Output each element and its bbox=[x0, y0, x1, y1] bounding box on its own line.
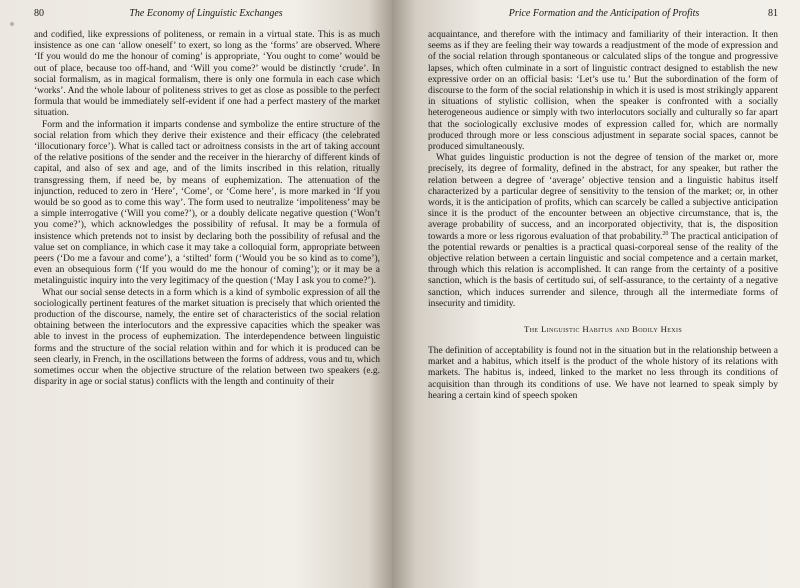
left-paragraph-1: and codified, like expressions of politeness, or remain in a virtual state. This is as much insistence as one can ‘allow oneself’ to exert, so long as the ‘forms’ are observed. Where ‘If you would do me the honour of coming’ is appropriate, ‘You ought to come’ would be out of place, because too off-hand, and ‘Will you come?’ would be distinctly ‘crude’. In social formalism, as in magical formalism, there is only one formula in each case which ‘works’. And the whole labour of politeness strives to get as close as possible to the perfect formula that would be immediately self-evident if one had a perfect mastery of the market situation. bbox=[34, 30, 380, 119]
left-running-head bbox=[34, 8, 380, 22]
right-page bbox=[392, 0, 800, 588]
left-page-number: 80 bbox=[34, 8, 44, 19]
right-running-title: Price Formation and the Anticipation of Profits bbox=[508, 8, 700, 19]
left-page bbox=[0, 0, 392, 588]
right-paragraph-2 bbox=[428, 153, 778, 310]
footnote-ref-20: 20 bbox=[662, 230, 669, 237]
left-body-text bbox=[34, 30, 380, 389]
right-running-head bbox=[428, 8, 778, 22]
left-running-title: The Economy of Linguistic Exchanges bbox=[129, 8, 283, 19]
left-paragraph-3: What our social sense detects in a form which is a kind of symbolic expression of all the sociologically pertinent features of the market situation is precisely that which oriented the production of the discourse, namely, the entire set of characteristics of the social relation obtaining between the interlocutors and the expressive capacities which the speaker was able to invest in the process of euphemization. The interdependence between linguistic forms and the structure of the social relation within and for which it is produced can be seen clearly, in French, in the oscillations between the forms of address, vous and tu, which sometimes occur when the objective structure of the relation between two speakers (e.g. disparity in age or social status) conflicts with the length and continuity of their bbox=[34, 287, 380, 388]
right-paragraph-2-text: What guides linguistic production is not the degree of tension of the market or, more precisely, its degree of formality, defined in the abstract, for any speaker, but rather the relation between a degree of ‘average’ objective tension and a linguistic habitus itself characterized by a particular degree of sensitivity to the tension of the market; or, in other words, it is the anticipation of profits, which can scarcely be called a subjective anticipation since it is the product of the encounter between an objective circumstance, that is, the average probability of success, and an incorporated objectivity, that is, the disposition towards a more or less rigorous evaluation of that probability. bbox=[428, 153, 778, 242]
page-speck bbox=[10, 22, 14, 26]
section-heading: The Linguistic Habitus and Bodily Hexis bbox=[523, 324, 683, 335]
left-paragraph-2: Form and the information it imparts condense and symbolize the entire structure of the social relation from which they derive their existence and their efficacy (the celebrated ‘illocutionary force’). What is called tact or adroitness consists in the art of taking account of the relative positions of the sender and the receiver in the hierarchy of different kinds of capital, and also of sex and age, and of the limits inscribed in this relation, ritually transgressing them, if need be, by means of euphemization. The attenuation of the injunction, reduced to zero in ‘Here’, ‘Come’, or ‘Come here’, is more marked in ‘If you would be so good as to come this way’. The form used to neutralize ‘impoliteness’ may be a simple interrogative (‘Will you come?’), or a doubly delicate negative question (‘Won’t you come?’), which acknowledges the possibility of refusal. It may be a formula of insistence which pretends not to insist by declaring both the possibility of refusal and the value set on compliance, in which case it may take a colloquial form, appropriate between peers (‘Do me a favour and come’), a ‘stilted’ form (‘Would you be so kind as to come’), even an obsequious form (‘If you would do me the honour of coming’); or it may be a metalinguistic inquiry into the very legitimacy of the question (‘May I ask you to come?’). bbox=[34, 119, 380, 287]
right-paragraph-3: The definition of acceptability is found not in the situation but in the relationship between a market and a habitus, which itself is the product of the whole history of its relations with markets. The habitus is, indeed, linked to the market no less through its conditions of acquisition than through its conditions of use. We have not learned to speak simply by hearing a certain kind of speech spoken bbox=[428, 346, 778, 401]
right-page-number: 81 bbox=[767, 8, 778, 19]
right-body-text bbox=[428, 30, 778, 402]
right-paragraph-2-cont: The practical anticipation of the potential rewards or penalties is a practical quasi-corporeal sense of the reality of the objective relation between a certain linguistic and social competence and a certain market, through which this relation is accomplished. It can range from the certainty of a positive sanction, which is the basis of certitudo sui, of self-assurance, to the certainty of a negative sanction, which induces surrender and silence, through all the intermediate forms of insecurity and timidity. bbox=[428, 231, 778, 309]
right-paragraph-1: acquaintance, and therefore with the intimacy and familiarity of their interaction. It then seems as if they are feeling their way towards a readjustment of the mode of expression and of the social relation through spontaneous or calculated slips of the tongue and progressive lapses, which often culminate in a sort of linguistic contract designed to establish the new expressive order on an official basis: ‘Let’s use tu.’ But the subordination of the form of discourse to the form of the social relationship in which it is used is most strikingly apparent in situations of stylistic collision, when the speaker is confronted with a socially heterogeneous audience or simply with two interlocutors socially and culturally so far apart that the sociologically exclusive modes of expression called for, which are normally produced through more or less conscious adjustment in separate social spaces, cannot be produced simultaneously. bbox=[428, 30, 778, 153]
